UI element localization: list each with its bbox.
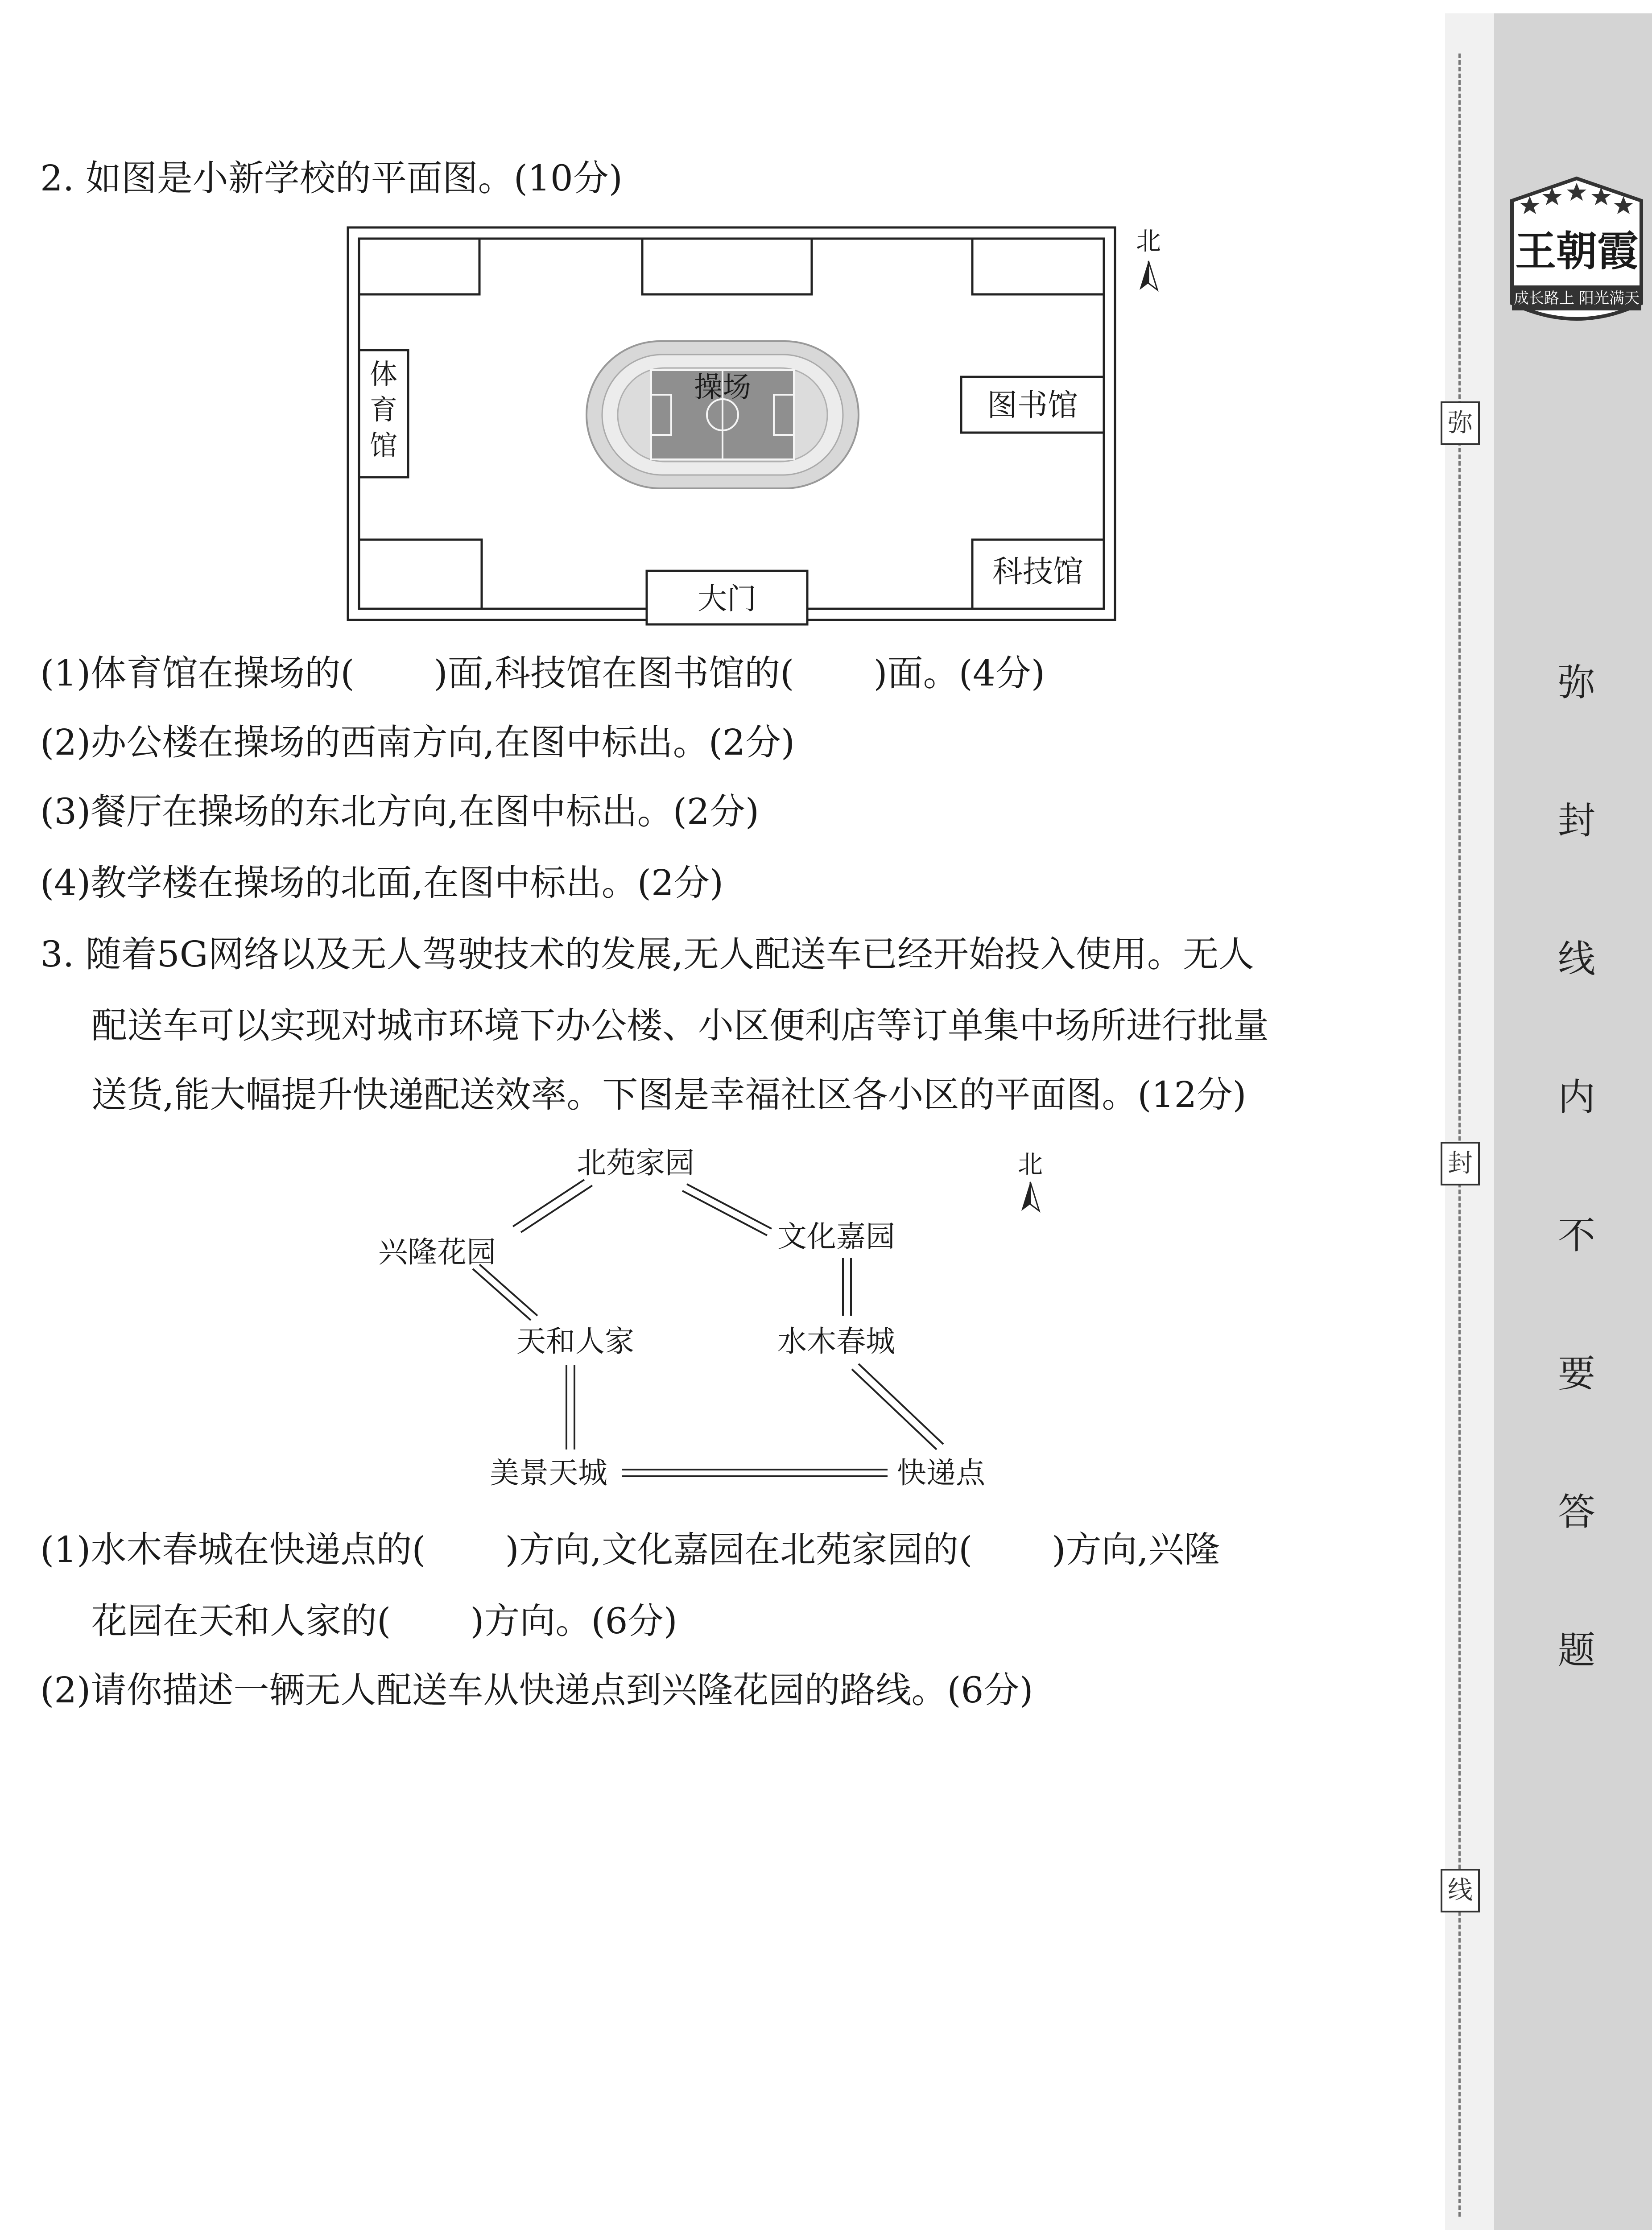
q2-sub2: (2)办公楼在操场的西南方向,在图中标出。(2分) — [40, 722, 795, 763]
map-box-northeast — [972, 239, 1104, 294]
warning-char-2: 封 — [1557, 799, 1595, 842]
map-label-tech: 科技馆 — [992, 554, 1084, 590]
map-box-north — [642, 239, 812, 294]
label-tianhe: 天和人家 — [516, 1324, 634, 1359]
brand-badge — [1503, 169, 1650, 339]
warning-char-8: 题 — [1557, 1628, 1595, 1672]
q2-sub1: (1)体育馆在操场的( )面,科技馆在图书馆的( )面。(4分) — [40, 652, 1045, 694]
road-shuimu-kuaidi — [852, 1369, 937, 1450]
label-meijing: 美景天城 — [490, 1456, 607, 1490]
map-label-gym-1: 体 — [369, 358, 398, 390]
warning-char-6: 要 — [1557, 1352, 1595, 1396]
seal-tag-xian: 线 — [1441, 1869, 1480, 1912]
q3-line2: 配送车可以实现对城市环境下办公楼、小区便利店等订单集中场所进行批量 — [91, 1005, 1269, 1046]
q2-sub4: (4)教学楼在操场的北面,在图中标出。(2分) — [40, 862, 724, 904]
warning-char-1: 弥 — [1557, 661, 1595, 704]
q2-sub3: (3)餐厅在操场的东北方向,在图中标出。(2分) — [40, 791, 760, 832]
brand-name: 王朝霞 — [1515, 227, 1639, 275]
road-xinglong-tianhe — [473, 1269, 531, 1320]
q2-north-arrow-icon — [1140, 261, 1148, 290]
warning-char-7: 答 — [1557, 1490, 1595, 1534]
label-beiyuan: 北苑家园 — [577, 1146, 694, 1180]
warning-char-4: 内 — [1557, 1075, 1595, 1119]
label-xinglong: 兴隆花园 — [379, 1235, 496, 1269]
map-box-southwest — [359, 540, 482, 609]
q3-line1: 3. 随着5G网络以及无人驾驶技术的发展,无人配送车已经开始投入使用。无人 — [40, 933, 1254, 975]
label-shuimu: 水木春城 — [777, 1324, 895, 1359]
brand-logo-icon — [1503, 169, 1650, 339]
label-kuaidi: 快递点 — [897, 1456, 985, 1490]
q3-sub2: (2)请你描述一辆无人配送车从快递点到兴隆花园的路线。(6分) — [40, 1669, 1033, 1711]
q3-line3: 送货,能大幅提升快递配送效率。下图是幸福社区各小区的平面图。(12分) — [91, 1074, 1247, 1115]
seal-tag-feng: 封 — [1441, 1142, 1480, 1185]
q3-sub1-line1: (1)水木春城在快递点的( )方向,文化嘉园在北苑家园的( )方向,兴隆 — [40, 1529, 1220, 1570]
warning-char-5: 不 — [1557, 1214, 1595, 1257]
road-beiyuan-wenhua — [687, 1184, 772, 1229]
brand-slogan-right: 阳光满天 — [1579, 289, 1640, 307]
map-box-northwest — [359, 239, 479, 294]
seal-tag-mi: 弥 — [1441, 401, 1480, 445]
q3-north-label: 北 — [1018, 1150, 1043, 1179]
map-label-gym-3: 馆 — [369, 429, 398, 462]
map-label-gate: 大门 — [698, 582, 756, 616]
margin-strip — [1494, 13, 1652, 2230]
q2-school-map — [339, 223, 1186, 633]
q3-sub1-line2: 花园在天和人家的( )方向。(6分) — [91, 1600, 677, 1642]
warning-char-3: 线 — [1557, 937, 1595, 981]
map-label-library: 图书馆 — [987, 388, 1078, 423]
road-beiyuan-xinglong — [513, 1180, 584, 1226]
brand-slogan-left: 成长路上 — [1514, 289, 1574, 307]
q2-north-label: 北 — [1136, 227, 1161, 256]
q3-north-arrow-icon — [1021, 1182, 1030, 1211]
map-label-gym-2: 育 — [369, 393, 398, 426]
label-wenhua: 文化嘉园 — [777, 1219, 895, 1254]
q3-community-map — [379, 1133, 1093, 1503]
q2-title: 2. 如图是小新学校的平面图。(10分) — [40, 157, 623, 199]
map-label-playground: 操场 — [694, 371, 751, 404]
